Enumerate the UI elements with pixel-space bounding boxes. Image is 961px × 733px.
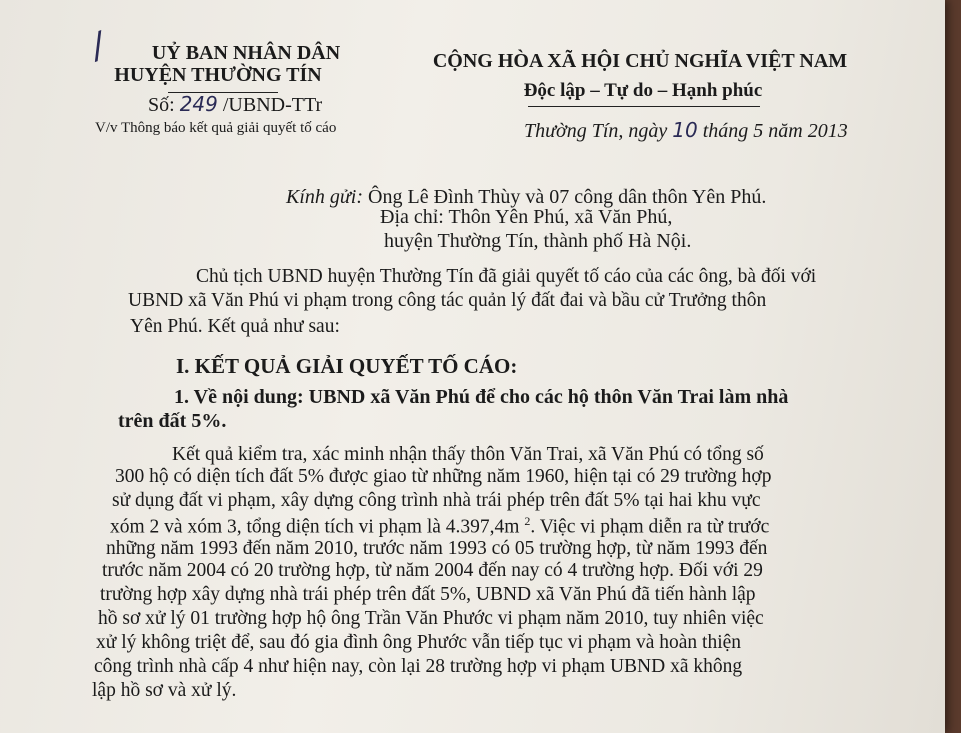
date-month: 5 — [753, 120, 764, 142]
document-number-handwritten: 249 — [179, 92, 218, 116]
document-number-prefix: Số: — [148, 94, 180, 116]
body-line-10: xử lý không triệt để, sau đó gia đình ông Phước vẫn tiếp tục vi phạm và hoàn thiện — [96, 632, 742, 653]
body-line-11: công trình nhà cấp 4 như hiện nay, còn lại 28 trường hợp vi phạm UBND xã không — [94, 656, 743, 677]
body-line-7: trước năm 2004 có 20 trường hợp, từ năm 2004 đến nay có 4 trường hợp. Đối với 29 — [102, 560, 763, 581]
national-title: CỘNG HÒA XÃ HỘI CHỦ NGHĨA VIỆT NAM — [432, 50, 848, 72]
national-motto: Độc lập – Tự do – Hạnh phúc — [523, 80, 763, 101]
body-line-12: lập hồ sơ và xử lý. — [92, 680, 237, 701]
body-line-4 — [110, 514, 769, 539]
intro-line-3: Yên Phú. Kết quả như sau: — [130, 316, 340, 337]
body-line-5-tail: . Việc vi phạm diễn ra từ trước — [530, 516, 770, 538]
place-date-part-2: tháng — [697, 120, 754, 142]
recipient-label: Kính gửi: — [286, 186, 369, 208]
recipient-address-line-2: huyện Thường Tín, thành phố Hà Nội. — [384, 230, 692, 252]
body-line-9: hồ sơ xử lý 01 trường hợp hộ ông Trần Văn Phước vi phạm năm 2010, tuy nhiên việc — [98, 608, 764, 629]
document-subject: V/v Thông báo kết quả giải quyết tố cáo — [95, 120, 337, 136]
place-and-date — [524, 118, 848, 143]
subsection-heading-line-1: 1. Về nội dung: UBND xã Văn Phú để cho các hộ thôn Văn Trai làm nhà — [174, 386, 789, 408]
place-date-part-1: Thường Tín, ngày — [524, 120, 673, 142]
place-date-part-3: năm 2013 — [763, 120, 848, 142]
section-heading: I. KẾT QUẢ GIẢI QUYẾT TỐ CÁO: — [176, 354, 518, 378]
body-line-6: những năm 1993 đến năm 2010, trước năm 1993 có 05 trường hợp, từ năm 1993 đến — [106, 538, 768, 559]
area-unit-superscript: 2 — [524, 514, 531, 528]
issuer-line-2: HUYỆN THƯỜNG TÍN — [114, 64, 322, 86]
body-line-2: 300 hộ có diện tích đất 5% được giao từ những năm 1960, hiện tại có 29 trường hợp — [115, 466, 772, 487]
document-number-suffix: /UBND-TTr — [217, 94, 323, 116]
body-line-1: Kết quả kiểm tra, xác minh nhận thấy thôn Văn Trai, xã Văn Phú có tổng số — [172, 444, 764, 465]
document-number — [148, 92, 322, 117]
motto-underline — [528, 106, 760, 107]
recipient-address-line-1: Địa chỉ: Thôn Yên Phú, xã Văn Phú, — [380, 206, 673, 228]
issuer-line-1: UỶ BAN NHÂN DÂN — [151, 42, 341, 64]
handwritten-slash-mark: / — [85, 25, 110, 67]
recipient-name: Ông Lê Đình Thùy và 07 công dân thôn Yên Phú. — [368, 186, 767, 208]
body-line-8: trường hợp xây dựng nhà trái phép trên đất 5%, UBND xã Văn Phú đã tiến hành lập — [100, 584, 756, 605]
date-day-handwritten: 10 — [672, 118, 698, 142]
intro-line-2: UBND xã Văn Phú vi phạm trong công tác quản lý đất đai và bầu cử Trưởng thôn — [128, 290, 767, 311]
subsection-heading-line-2: trên đất 5%. — [118, 410, 227, 432]
body-line-4-text: xóm 2 và xóm 3, tổng diện tích vi phạm là 4.397,4m — [110, 516, 520, 538]
intro-line-1: Chủ tịch UBND huyện Thường Tín đã giải quyết tố cáo của các ông, bà đối với — [196, 266, 817, 287]
body-line-3: sử dụng đất vi phạm, xây dựng công trình nhà trái phép trên đất 5% tại hai khu vực — [112, 490, 761, 511]
